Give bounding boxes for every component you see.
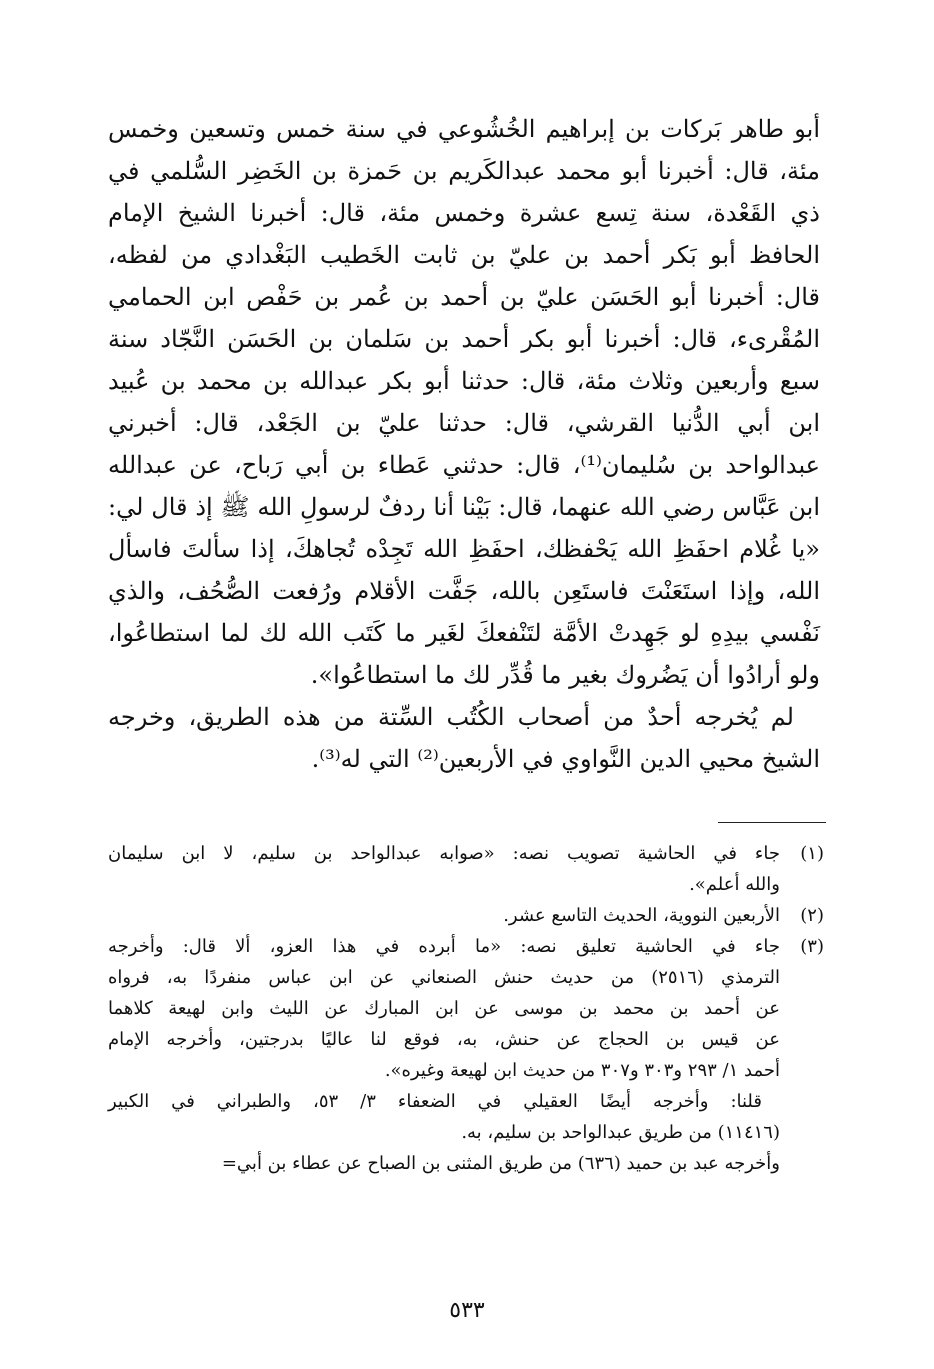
footnote-line: قلنا: وأخرجه أيضًا العقيلي في الضعفاء ٣/ ٥٣، والطبراني في الكبير bbox=[108, 1091, 762, 1112]
text-line: لم يُخرجه أحدٌ من أصحاب الكُتُب السِّتة من هذه الطريق، وخرجه bbox=[108, 703, 794, 731]
footnote-line: والله أعلم». bbox=[689, 874, 780, 895]
footnote-line: عن أحمد بن محمد بن موسى عن ابن المبارك عن الليث وابن لهيعة كلاهما bbox=[108, 998, 780, 1019]
text-line: ابن عَبَّاس رضي الله عنهما، قال: بَيْنا أنا ردفٌ لرسولِ الله ﷺ إذ قال لي: bbox=[108, 493, 820, 521]
text-line: المُقْرىء، قال: أخبرنا أبو بكر أحمد بن سَلمان بن الحَسَن النَّجّاد سنة bbox=[108, 325, 820, 353]
text-line: مئة، قال: أخبرنا أبو محمد عبدالكَريم بن حَمزة بن الخَضِر السُّلمي في bbox=[108, 157, 820, 185]
text-line: ولو أرادُوا أن يَضُروك بغير ما قُدِّر لك ما استطاعُوا». bbox=[310, 661, 820, 689]
footnote-1 bbox=[108, 838, 824, 900]
text-line: عبدالواحد بن سُليمان⁽¹⁾، قال: حدثني عَطاء بن أبي رَباح، عن عبدالله bbox=[108, 451, 821, 479]
footnote-number: (٢) bbox=[800, 905, 824, 926]
text-line: قال: أخبرنا أبو الحَسَن عليّ بن أحمد بن عُمر بن حَفْص ابن الحمامي bbox=[108, 283, 820, 311]
paragraph-2 bbox=[108, 696, 820, 780]
footnote-line: جاء في الحاشية تعليق نصه: «ما أبرده في هذا العزو، ألا قال: وأخرجه bbox=[108, 936, 780, 957]
text-line: الحافظ أبو بَكر أحمد بن عليّ بن ثابت الخَطيب البَغْدادي من لفظه، bbox=[108, 241, 820, 269]
paragraph-1 bbox=[108, 108, 820, 696]
footnote-3 bbox=[108, 931, 824, 1148]
footnote-number: (٣) bbox=[800, 936, 824, 957]
text-line: «يا غُلام احفَظِ الله يَحْفظك، احفَظِ الله تَجِدْه تُجاهكَ، إذا سألتَ فاسأل bbox=[108, 535, 820, 563]
footnote-separator bbox=[718, 822, 826, 823]
text-line: ابن أبي الدُّنيا القرشي، قال: حدثنا عليّ بن الجَعْد، قال: أخبرني bbox=[108, 409, 820, 437]
footnote-line: الأربعين النووية، الحديث التاسع عشر. bbox=[503, 905, 780, 926]
footnote-line: الترمذي (٢٥١٦) من حديث حنش الصنعاني عن ابن عباس منفردًا به، فرواه bbox=[108, 967, 780, 988]
text-line: الله، وإذا استَعَنْتَ فاستَعِن بالله، جَفَّت الأقلام ورُفعت الصُّحُف، والذي bbox=[108, 577, 820, 605]
footnote-number: (١) bbox=[800, 843, 824, 864]
page-number: ٥٣٣ bbox=[449, 1298, 485, 1323]
footnote-line: جاء في الحاشية تصويب نصه: «صوابه عبدالواحد بن سليم، لا ابن سليمان bbox=[108, 843, 780, 864]
footnotes bbox=[108, 838, 824, 1179]
text-line: الشيخ محيي الدين النَّواوي في الأربعين⁽²⁾ التي له⁽³⁾. bbox=[311, 745, 820, 773]
text-line: ذي القَعْدة، سنة تِسع عشرة وخمس مئة، قال: أخبرنا الشيخ الإمام bbox=[108, 199, 820, 227]
text-line: نَفْسي بيدِهِ لو جَهِدتْ الأمَّة لتَنْفعكَ لغَير ما كَتَب الله لك لما استطاعُوا، bbox=[108, 619, 820, 647]
footnote-continuation bbox=[108, 1148, 824, 1179]
footnote-line: (١١٤١٦) من طريق عبدالواحد بن سليم، به. bbox=[461, 1122, 780, 1143]
main-text bbox=[108, 108, 820, 780]
text-line: سبع وأربعين وثلاث مئة، قال: حدثنا أبو بكر عبدالله بن محمد بن عُبيد bbox=[108, 367, 820, 395]
footnote-2 bbox=[108, 900, 824, 931]
footnote-line: أحمد ١/ ٢٩٣ و٣٠٣ و٣٠٧ من حديث ابن لهيعة وغيره». bbox=[384, 1060, 780, 1081]
text-line: أبو طاهر بَركات بن إبراهيم الخُشُوعي في سنة خمس وتسعين وخمس bbox=[108, 115, 820, 143]
footnote-line: عن قيس بن الحجاج عن حنش، به، فوقع لنا عاليًا بدرجتين، وأخرجه الإمام bbox=[108, 1029, 780, 1050]
footnote-line: وأخرجه عبد بن حميد (٦٣٦) من طريق المثنى بن الصباح عن عطاء بن أبي= bbox=[221, 1153, 780, 1174]
